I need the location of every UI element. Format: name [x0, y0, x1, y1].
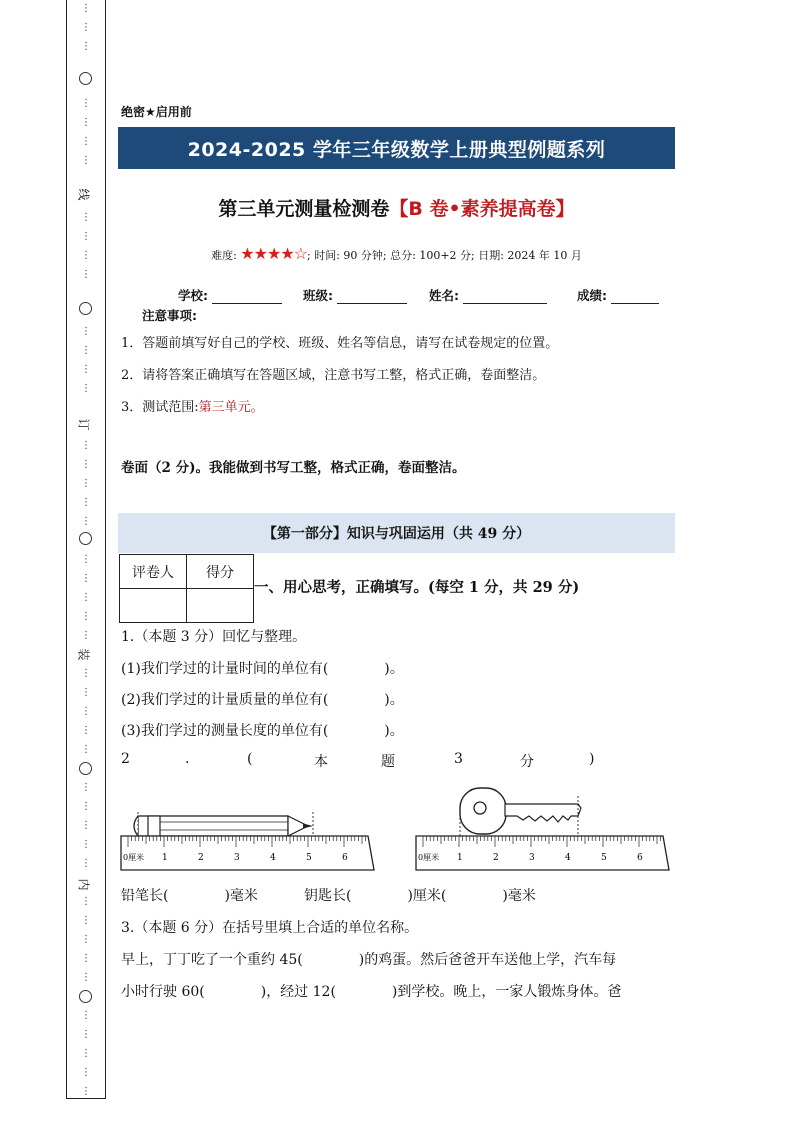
q2-title	[121, 751, 601, 771]
q2-title-part: 本	[314, 754, 328, 770]
ruler-tick-label: 2	[198, 853, 204, 863]
class-blank[interactable]	[337, 289, 407, 304]
school-label: 学校:	[178, 288, 208, 303]
margin-dots: ⋮	[81, 858, 91, 869]
pencil-icon	[134, 812, 313, 838]
q1-item-3: (3)我们学过的测量长度的单位有( )。	[121, 723, 404, 739]
score-cell[interactable]	[187, 589, 254, 623]
margin-char: 内	[76, 878, 91, 891]
star-empty-icon: ☆	[293, 244, 308, 263]
margin-dots: ⋮	[81, 98, 91, 109]
margin-dots: ⋮	[81, 896, 91, 907]
margin-dots: ⋮	[81, 497, 91, 508]
q3-title: 3.（本题 6 分）在括号里填上合适的单位名称。	[121, 920, 419, 936]
score-field[interactable]	[577, 286, 659, 304]
score-blank[interactable]	[611, 289, 659, 304]
margin-dots: ⋮	[81, 136, 91, 147]
name-blank[interactable]	[463, 289, 547, 304]
margin-dots: ⋮	[81, 345, 91, 356]
q2-title-part: )	[589, 751, 595, 767]
margin-dots: ⋮	[81, 364, 91, 375]
margin-dots: ⋮	[81, 725, 91, 736]
margin-dots: ⋮	[81, 592, 91, 603]
ruler-tick-label: 5	[601, 853, 607, 863]
margin-dots: ⋮	[81, 326, 91, 337]
margin-circle-icon	[79, 72, 92, 85]
margin-dots: ⋮	[81, 611, 91, 622]
score-header: 得分	[187, 555, 254, 589]
margin-dots: ⋮	[81, 440, 91, 451]
margin-dots: ⋮	[81, 687, 91, 698]
name-field[interactable]	[429, 286, 547, 304]
margin-dots: ⋮	[81, 212, 91, 223]
part-one-title: 【第一部分】知识与巩固运用（共 49 分）	[118, 513, 675, 553]
margin-dots: ⋮	[81, 934, 91, 945]
key-answer: 钥匙长( )厘米( )毫米	[304, 888, 536, 904]
score-label: 成绩:	[577, 288, 607, 303]
q1-item-2: (2)我们学过的计量质量的单位有( )。	[121, 692, 404, 708]
grader-table	[119, 554, 254, 623]
ruler-tick-label: 5	[306, 853, 312, 863]
binding-margin	[66, 0, 106, 1099]
margin-dots: ⋮	[81, 1029, 91, 1040]
ruler-unit-label: 0厘米	[418, 853, 440, 862]
margin-dots: ⋮	[81, 231, 91, 242]
margin-dots: ⋮	[81, 117, 91, 128]
margin-dots: ⋮	[81, 1048, 91, 1059]
q2-title-part: 3	[454, 751, 463, 767]
secret-label: 绝密★启用前	[121, 105, 192, 119]
exam-banner-title: 2024-2025 学年三年级数学上册典型例题系列	[118, 127, 675, 169]
class-label: 班级:	[303, 288, 333, 303]
exam-meta	[118, 244, 675, 263]
margin-dots: ⋮	[81, 630, 91, 641]
margin-dots: ⋮	[81, 516, 91, 527]
ruler-unit-label: 0厘米	[123, 853, 145, 862]
margin-circle-icon	[79, 302, 92, 315]
q2-title-part: 分	[520, 754, 534, 770]
school-field[interactable]	[178, 286, 282, 304]
note-item-1: 1．答题前填写好自己的学校、班级、姓名等信息，请写在试卷规定的位置。	[121, 336, 559, 351]
q2-title-part: (	[247, 751, 253, 767]
margin-dots: ⋮	[81, 953, 91, 964]
pencil-ruler-figure	[118, 806, 380, 872]
q2-title-part: .	[185, 751, 190, 767]
q2-title-part: 题	[381, 754, 395, 770]
margin-char: 订	[76, 418, 91, 431]
margin-dots: ⋮	[81, 554, 91, 565]
margin-dots: ⋮	[81, 3, 91, 14]
ruler-tick-label: 2	[493, 853, 499, 863]
meta-details: ; 时间: 90 分钟; 总分: 100+2 分; 日期: 2024 年 10 月	[307, 249, 582, 262]
margin-circle-icon	[79, 532, 92, 545]
subtitle-main: 第三单元测量检测卷	[218, 198, 390, 220]
margin-char: 线	[76, 188, 91, 201]
margin-dots: ⋮	[81, 972, 91, 983]
star-filled-icon: ★★★★	[240, 244, 294, 263]
ruler-tick-label: 1	[457, 853, 463, 863]
margin-dots: ⋮	[81, 573, 91, 584]
margin-dots: ⋮	[81, 41, 91, 52]
q3-line-2: 小时行驶 60( )，经过 12( )到学校。晚上，一家人锻炼身体。爸	[121, 984, 622, 1000]
difficulty-label: 难度:	[211, 249, 237, 262]
margin-dots: ⋮	[81, 915, 91, 926]
note-item-3-prefix: 3．测试范围:	[121, 400, 199, 415]
ruler-tick-label: 6	[637, 853, 643, 863]
margin-circle-icon	[79, 990, 92, 1003]
neatness-statement: 卷面（2 分)。我能做到书写工整，格式正确，卷面整洁。	[121, 460, 466, 476]
margin-dots: ⋮	[81, 820, 91, 831]
q2-answers	[121, 885, 681, 905]
ruler-tick-label: 4	[270, 853, 276, 863]
key-icon	[460, 788, 581, 836]
margin-dots: ⋮	[81, 1067, 91, 1078]
grader-header: 评卷人	[120, 555, 187, 589]
ruler-tick-label: 6	[342, 853, 348, 863]
ruler-2	[416, 836, 669, 870]
note-item-3	[121, 396, 264, 415]
note-item-3-value: 第三单元。	[198, 400, 264, 415]
q2-title-part: 2	[121, 751, 130, 767]
q3-line-1: 早上，丁丁吃了一个重约 45( )的鸡蛋。然后爸爸开车送他上学，汽车每	[121, 952, 617, 968]
ruler-tick-label: 1	[162, 853, 168, 863]
ruler-tick-label: 3	[529, 853, 535, 863]
margin-dots: ⋮	[81, 22, 91, 33]
name-label: 姓名:	[429, 288, 459, 303]
margin-dots: ⋮	[81, 1010, 91, 1021]
key-ruler-figure	[413, 786, 675, 872]
margin-dots: ⋮	[81, 478, 91, 489]
pencil-answer: 铅笔长( )毫米	[121, 888, 258, 904]
margin-dots: ⋮	[81, 782, 91, 793]
margin-dots: ⋮	[81, 1086, 91, 1097]
ruler-tick-label: 4	[565, 853, 571, 863]
margin-circle-icon	[79, 762, 92, 775]
margin-dots: ⋮	[81, 383, 91, 394]
margin-dots: ⋮	[81, 155, 91, 166]
margin-dots: ⋮	[81, 744, 91, 755]
subtitle-tag: 【B 卷•素养提高卷】	[389, 198, 575, 220]
school-blank[interactable]	[212, 289, 282, 304]
margin-dots: ⋮	[81, 839, 91, 850]
difficulty-stars	[240, 244, 307, 263]
margin-dots: ⋮	[81, 250, 91, 261]
ruler-1	[121, 836, 374, 870]
margin-dots: ⋮	[81, 668, 91, 679]
class-field[interactable]	[303, 286, 407, 304]
note-item-2: 2．请将答案正确填写在答题区域，注意书写工整，格式正确，卷面整洁。	[121, 368, 546, 383]
margin-dots: ⋮	[81, 706, 91, 717]
ruler-tick-label: 3	[234, 853, 240, 863]
margin-dots: ⋮	[81, 269, 91, 280]
exam-subtitle	[118, 194, 675, 221]
section-one-title: 一、用心思考，正确填写。(每空 1 分，共 29 分)	[254, 579, 580, 596]
q1-title: 1.（本题 3 分）回忆与整理。	[121, 629, 307, 645]
grader-cell[interactable]	[120, 589, 187, 623]
notes-title: 注意事项:	[142, 308, 197, 323]
margin-dots: ⋮	[81, 801, 91, 812]
margin-dots: ⋮	[81, 459, 91, 470]
margin-char: 装	[76, 648, 91, 661]
q1-item-1: (1)我们学过的计量时间的单位有( )。	[121, 661, 404, 677]
